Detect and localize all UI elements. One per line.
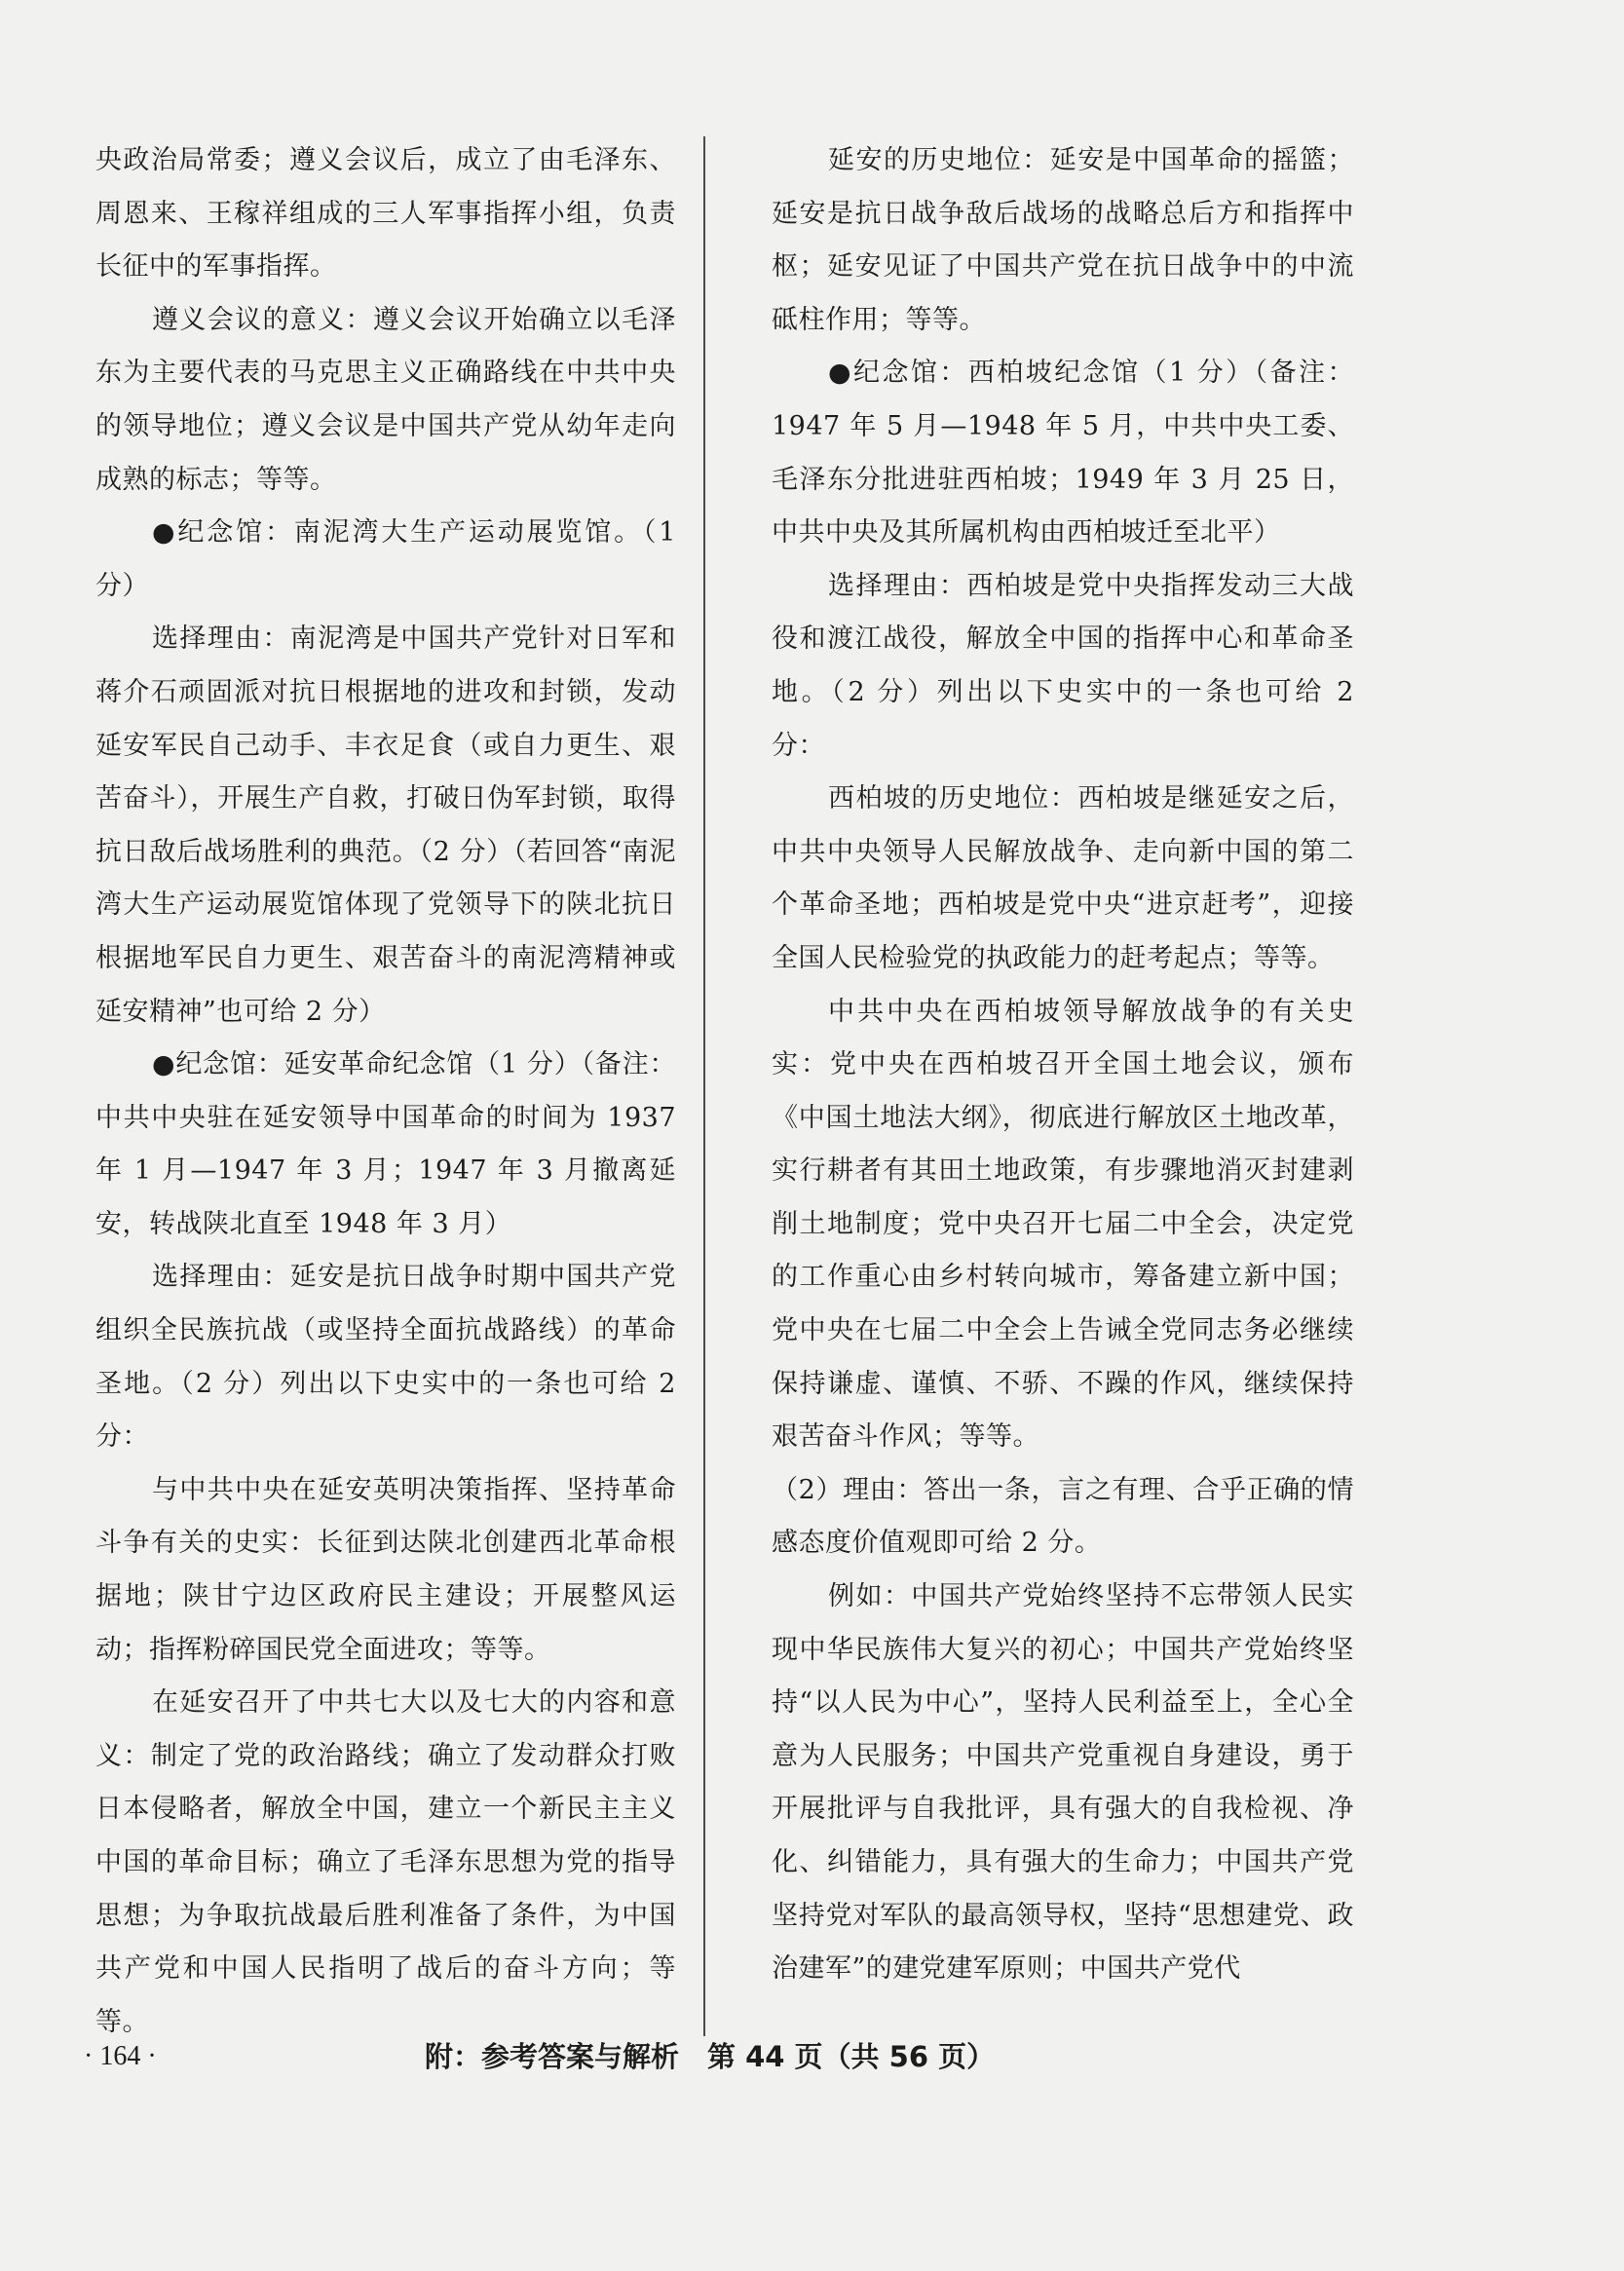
page-footer [0, 2032, 1624, 2081]
paragraph: 在延安召开了中共七大以及七大的内容和意义：制定了党的政治路线；确立了发动群众打败日本侵略者，解放全中国，建立一个新民主主义中国的革命目标；确立了毛泽东思想为党的指导思想；为争取抗战最后胜利准备了条件，为中国共产党和中国人民指明了战后的奋斗方向；等等。 [95, 1687, 676, 2037]
paragraph: 选择理由：南泥湾是中国共产党针对日军和蒋介石顽固派对抗日根据地的进攻和封锁，发动延安军民自己动手、丰衣足食（或自力更生、艰苦奋斗），开展生产自救，打破日伪军封锁，取得抗日敌后战场胜利的典范。（2 分）（若回答“南泥湾大生产运动展览馆体现了党领导下的陕北抗日根据地军民自力更生、艰苦奋斗的南泥湾精神或延安精神”也可给 2 分） [95, 624, 676, 1027]
column-divider [703, 136, 705, 2036]
paragraph: 延安的历史地位：延安是中国革命的摇篮；延安是抗日战争敌后战场的战略总后方和指挥中枢；延安见证了中国共产党在抗日战争中的中流砥柱作用；等等。 [772, 145, 1354, 335]
left-column [95, 134, 676, 2049]
right-column [772, 134, 1354, 1996]
paragraph: 央政治局常委；遵义会议后，成立了由毛泽东、周恩来、王稼祥组成的三人军事指挥小组，负责长征中的军事指挥。 [95, 145, 676, 283]
paragraph: 中共中央在西柏坡领导解放战争的有关史实：党中央在西柏坡召开全国土地会议，颁布《中国土地法大纲》，彻底进行解放区土地改革，实行耕者有其田土地政策，有步骤地消灭封建剥削土地制度；党中央召开七届二中全会，决定党的工作重心由乡村转向城市，筹备建立新中国；党中央在七届二中全会上告诫全党同志务必继续保持谦虚、谨慎、不骄、不躁的作风，继续保持艰苦奋斗作风；等等。 [772, 996, 1354, 1453]
paragraph: （2）理由：答出一条，言之有理、合乎正确的情感态度价值观即可给 2 分。 [772, 1474, 1354, 1559]
page-number: · 164 · [84, 2041, 157, 2071]
paragraph: ●纪念馆：延安革命纪念馆（1 分）（备注：中共中央驻在延安领导中国革命的时间为 1937 年 1 月—1947 年 3 月；1947 年 3 月撤离延安，转战陕北直至 1948 年 3 月） [95, 1049, 676, 1239]
paragraph: ●纪念馆：西柏坡纪念馆（1 分）（备注：1947 年 5 月—1948 年 5 月，中共中央工委、毛泽东分批进驻西柏坡；1949 年 3 月 25 日，中共中央及其所属机构由西柏坡迁至北平） [772, 358, 1354, 549]
footer-title: 附：参考答案与解析 第 44 页（共 56 页） [425, 2040, 996, 2073]
paragraph: 选择理由：西柏坡是党中央指挥发动三大战役和渡江战役，解放全中国的指挥中心和革命圣地。（2 分）列出以下史实中的一条也可给 2 分： [772, 570, 1354, 761]
paragraph: 与中共中央在延安英明决策指挥、坚持革命斗争有关的史实：长征到达陕北创建西北革命根据地；陕甘宁边区政府民主建设；开展整风运动；指挥粉碎国民党全面进攻；等等。 [95, 1474, 676, 1665]
paragraph: 例如：中国共产党始终坚持不忘带领人民实现中华民族伟大复兴的初心；中国共产党始终坚持“以人民为中心”，坚持人民利益至上，全心全意为人民服务；中国共产党重视自身建设，勇于开展批评与自我批评，具有强大的自我检视、净化、纠错能力，具有强大的生命力；中国共产党坚持党对军队的最高领导权，坚持“思想建党、政治建军”的建党建军原则；中国共产党代 [772, 1581, 1354, 1985]
paragraph: ●纪念馆：南泥湾大生产运动展览馆。（1 分） [95, 517, 676, 601]
paragraph: 选择理由：延安是抗日战争时期中国共产党组织全民族抗战（或坚持全面抗战路线）的革命圣地。（2 分）列出以下史实中的一条也可给 2 分： [95, 1262, 676, 1453]
paragraph: 西柏坡的历史地位：西柏坡是继延安之后，中共中央领导人民解放战争、走向新中国的第二个革命圣地；西柏坡是党中央“进京赶考”，迎接全国人民检验党的执政能力的赶考起点；等等。 [772, 783, 1354, 973]
paragraph: 遵义会议的意义：遵义会议开始确立以毛泽东为主要代表的马克思主义正确路线在中共中央的领导地位；遵义会议是中国共产党从幼年走向成熟的标志；等等。 [95, 304, 676, 495]
